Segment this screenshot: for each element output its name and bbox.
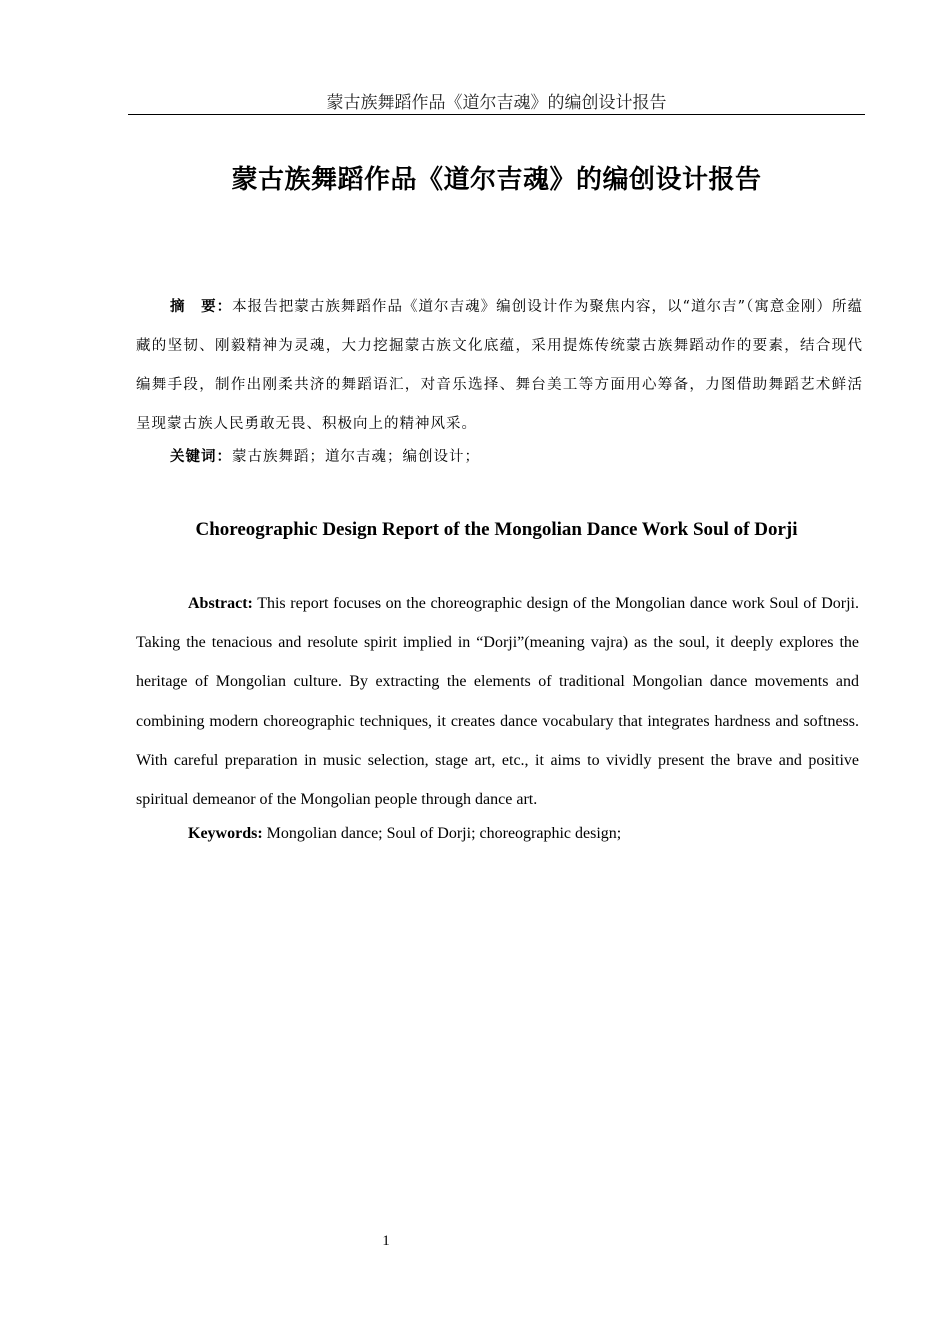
chinese-title: 蒙古族舞蹈作品《道尔吉魂》的编创设计报告 [231,165,762,195]
header-rule [128,114,865,115]
english-keywords-label: Keywords: [188,825,263,842]
english-keywords-text: Mongolian dance; Soul of Dorji; choreographic design; [262,825,622,842]
english-abstract [136,584,859,819]
english-title: Choreographic Design Report of the Mongolian Dance Work Soul of Dorji [195,519,798,540]
chinese-keywords-label: 关键词： [170,449,232,465]
chinese-abstract-text: 本报告把蒙古族舞蹈作品《道尔吉魂》编创设计作为聚焦内容，以“道尔吉”（寓意金刚）所蕴藏的坚韧、刚毅精神为灵魂，大力挖掘蒙古族文化底蕴，采用提炼传统蒙古族舞蹈动作的要素，结合现代编舞手段，制作出刚柔共济的舞蹈语汇，对音乐选择、舞台美工等方面用心筹备，力图借助舞蹈艺术鲜活呈现蒙古族人民勇敢无畏、积极向上的精神风采。 [136,299,864,432]
english-abstract-label: Abstract: [188,595,253,612]
english-abstract-text: This report focuses on the choreographic design of the Mongolian dance work Soul of Dorji. Taking the tenacious and resolute spirit implied in “Dorji”(meaning vajra) as the soul, it deeply explores the heritage of Mongolian culture. By extracting the elements of traditional Mongolian dance movements and combining modern choreographic techniques, it creates dance vocabulary that integrates hardness and softness. With careful preparation in music selection, stage art, etc., it aims to vividly present the brave and positive spiritual demeanor of the Mongolian people through dance art. [136,595,859,809]
english-keywords [136,819,859,849]
chinese-keywords [136,441,863,473]
chinese-abstract-label: 摘 要： [170,299,233,315]
chinese-abstract [136,288,863,444]
page-number: 1 [382,1233,390,1249]
chinese-keywords-text: 蒙古族舞蹈；道尔吉魂；编创设计； [232,449,480,465]
running-header: 蒙古族舞蹈作品《道尔吉魂》的编创设计报告 [326,93,667,113]
